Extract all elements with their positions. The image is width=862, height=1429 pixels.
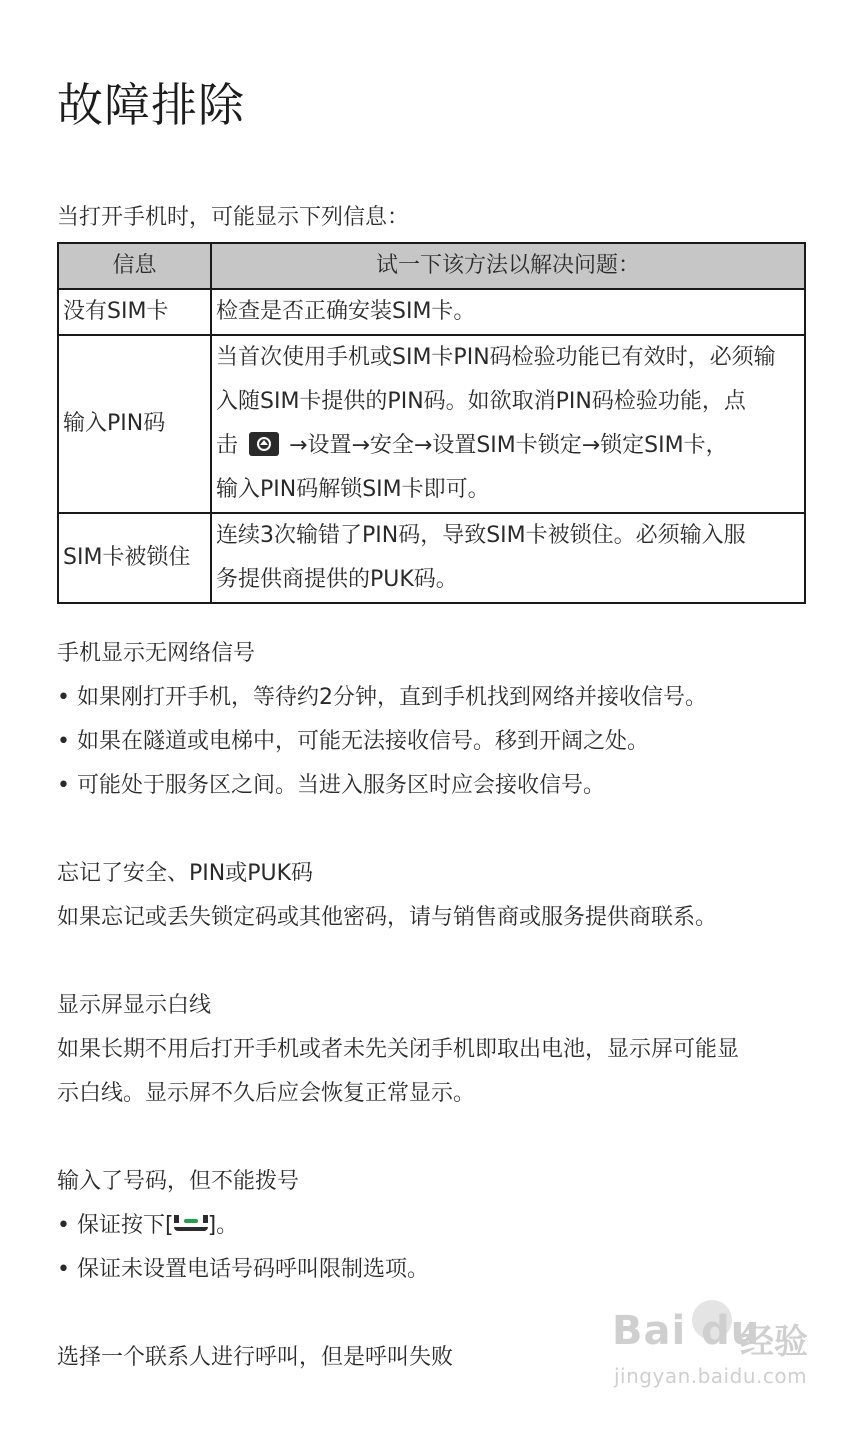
solution-text: →设置→安全→设置SIM卡锁定→锁定SIM卡，: [289, 433, 728, 458]
table-row: [58, 289, 805, 335]
watermark-logo: Bai du: [612, 1308, 761, 1354]
section-heading-cannot-dial: 输入了号码，但不能拨号: [57, 1169, 300, 1194]
forgot-code-body: 如果忘记或丢失锁定码或其他密码，请与销售商或服务提供商联系。: [57, 905, 718, 930]
page-title: 故障排除: [57, 77, 245, 132]
section-heading-no-signal: 手机显示无网络信号: [57, 641, 256, 666]
home-icon: [249, 432, 279, 456]
table-header-row: [58, 243, 805, 289]
list-item: • 如果在隧道或电梯中，可能无法接收信号。移到开阔之处。: [57, 720, 707, 764]
message-table: [57, 242, 806, 604]
row-message: SIM卡被锁住: [58, 513, 211, 603]
row-message: 没有SIM卡: [58, 289, 211, 335]
solution-line: 检查是否正确安装SIM卡。: [216, 299, 476, 324]
intro-text: 当打开手机时，可能显示下列信息：: [57, 205, 410, 230]
row-message: 输入PIN码: [58, 335, 211, 513]
solution-line: [216, 424, 800, 468]
solution-line: 务提供商提供的PUK码。: [216, 567, 458, 592]
solution-line: 输入PIN码解锁SIM卡即可。: [216, 477, 490, 502]
table-row: [58, 335, 805, 513]
watermark-url: jingyan.baidu.com: [614, 1364, 808, 1388]
call-key-icon: [174, 1215, 208, 1231]
section-heading-contact-fail: 选择一个联系人进行呼叫，但是呼叫失败: [57, 1345, 454, 1370]
list-item: [57, 1204, 429, 1248]
row-solution: [211, 513, 805, 603]
solution-line: 当首次使用手机或SIM卡PIN码检验功能已有效时，必须输: [216, 345, 776, 370]
white-lines-body-1: 如果长期不用后打开手机或者未先关闭手机即取出电池，显示屏可能显: [57, 1037, 740, 1062]
watermark-jingyan: 经验: [740, 1322, 808, 1362]
header-solution: 试一下该方法以解决问题：: [211, 243, 805, 289]
no-signal-list: [57, 676, 707, 808]
white-lines-body-2: 示白线。显示屏不久后应会恢复正常显示。: [57, 1081, 476, 1106]
list-item-text: ]。: [207, 1213, 239, 1238]
section-heading-white-lines: 显示屏显示白线: [57, 993, 212, 1018]
cannot-dial-list: [57, 1204, 429, 1292]
solution-line: 入随SIM卡提供的PIN码。如欲取消PIN码检验功能，点: [216, 389, 746, 414]
list-item: • 可能处于服务区之间。当进入服务区时应会接收信号。: [57, 764, 707, 808]
header-message: 信息: [58, 243, 211, 289]
list-item: • 如果刚打开手机，等待约2分钟，直到手机找到网络并接收信号。: [57, 676, 707, 720]
baidu-watermark: [612, 1300, 812, 1400]
table-row: [58, 513, 805, 603]
list-item-text: 保证按下[: [77, 1213, 174, 1238]
solution-line: 连续3次输错了PIN码，导致SIM卡被锁住。必须输入服: [216, 523, 746, 548]
row-solution: [211, 289, 805, 335]
row-solution: [211, 335, 805, 513]
list-item: • 保证未设置电话号码呼叫限制选项。: [57, 1248, 429, 1292]
solution-text: 击: [216, 433, 239, 458]
section-heading-forgot-code: 忘记了安全、PIN或PUK码: [57, 861, 314, 886]
